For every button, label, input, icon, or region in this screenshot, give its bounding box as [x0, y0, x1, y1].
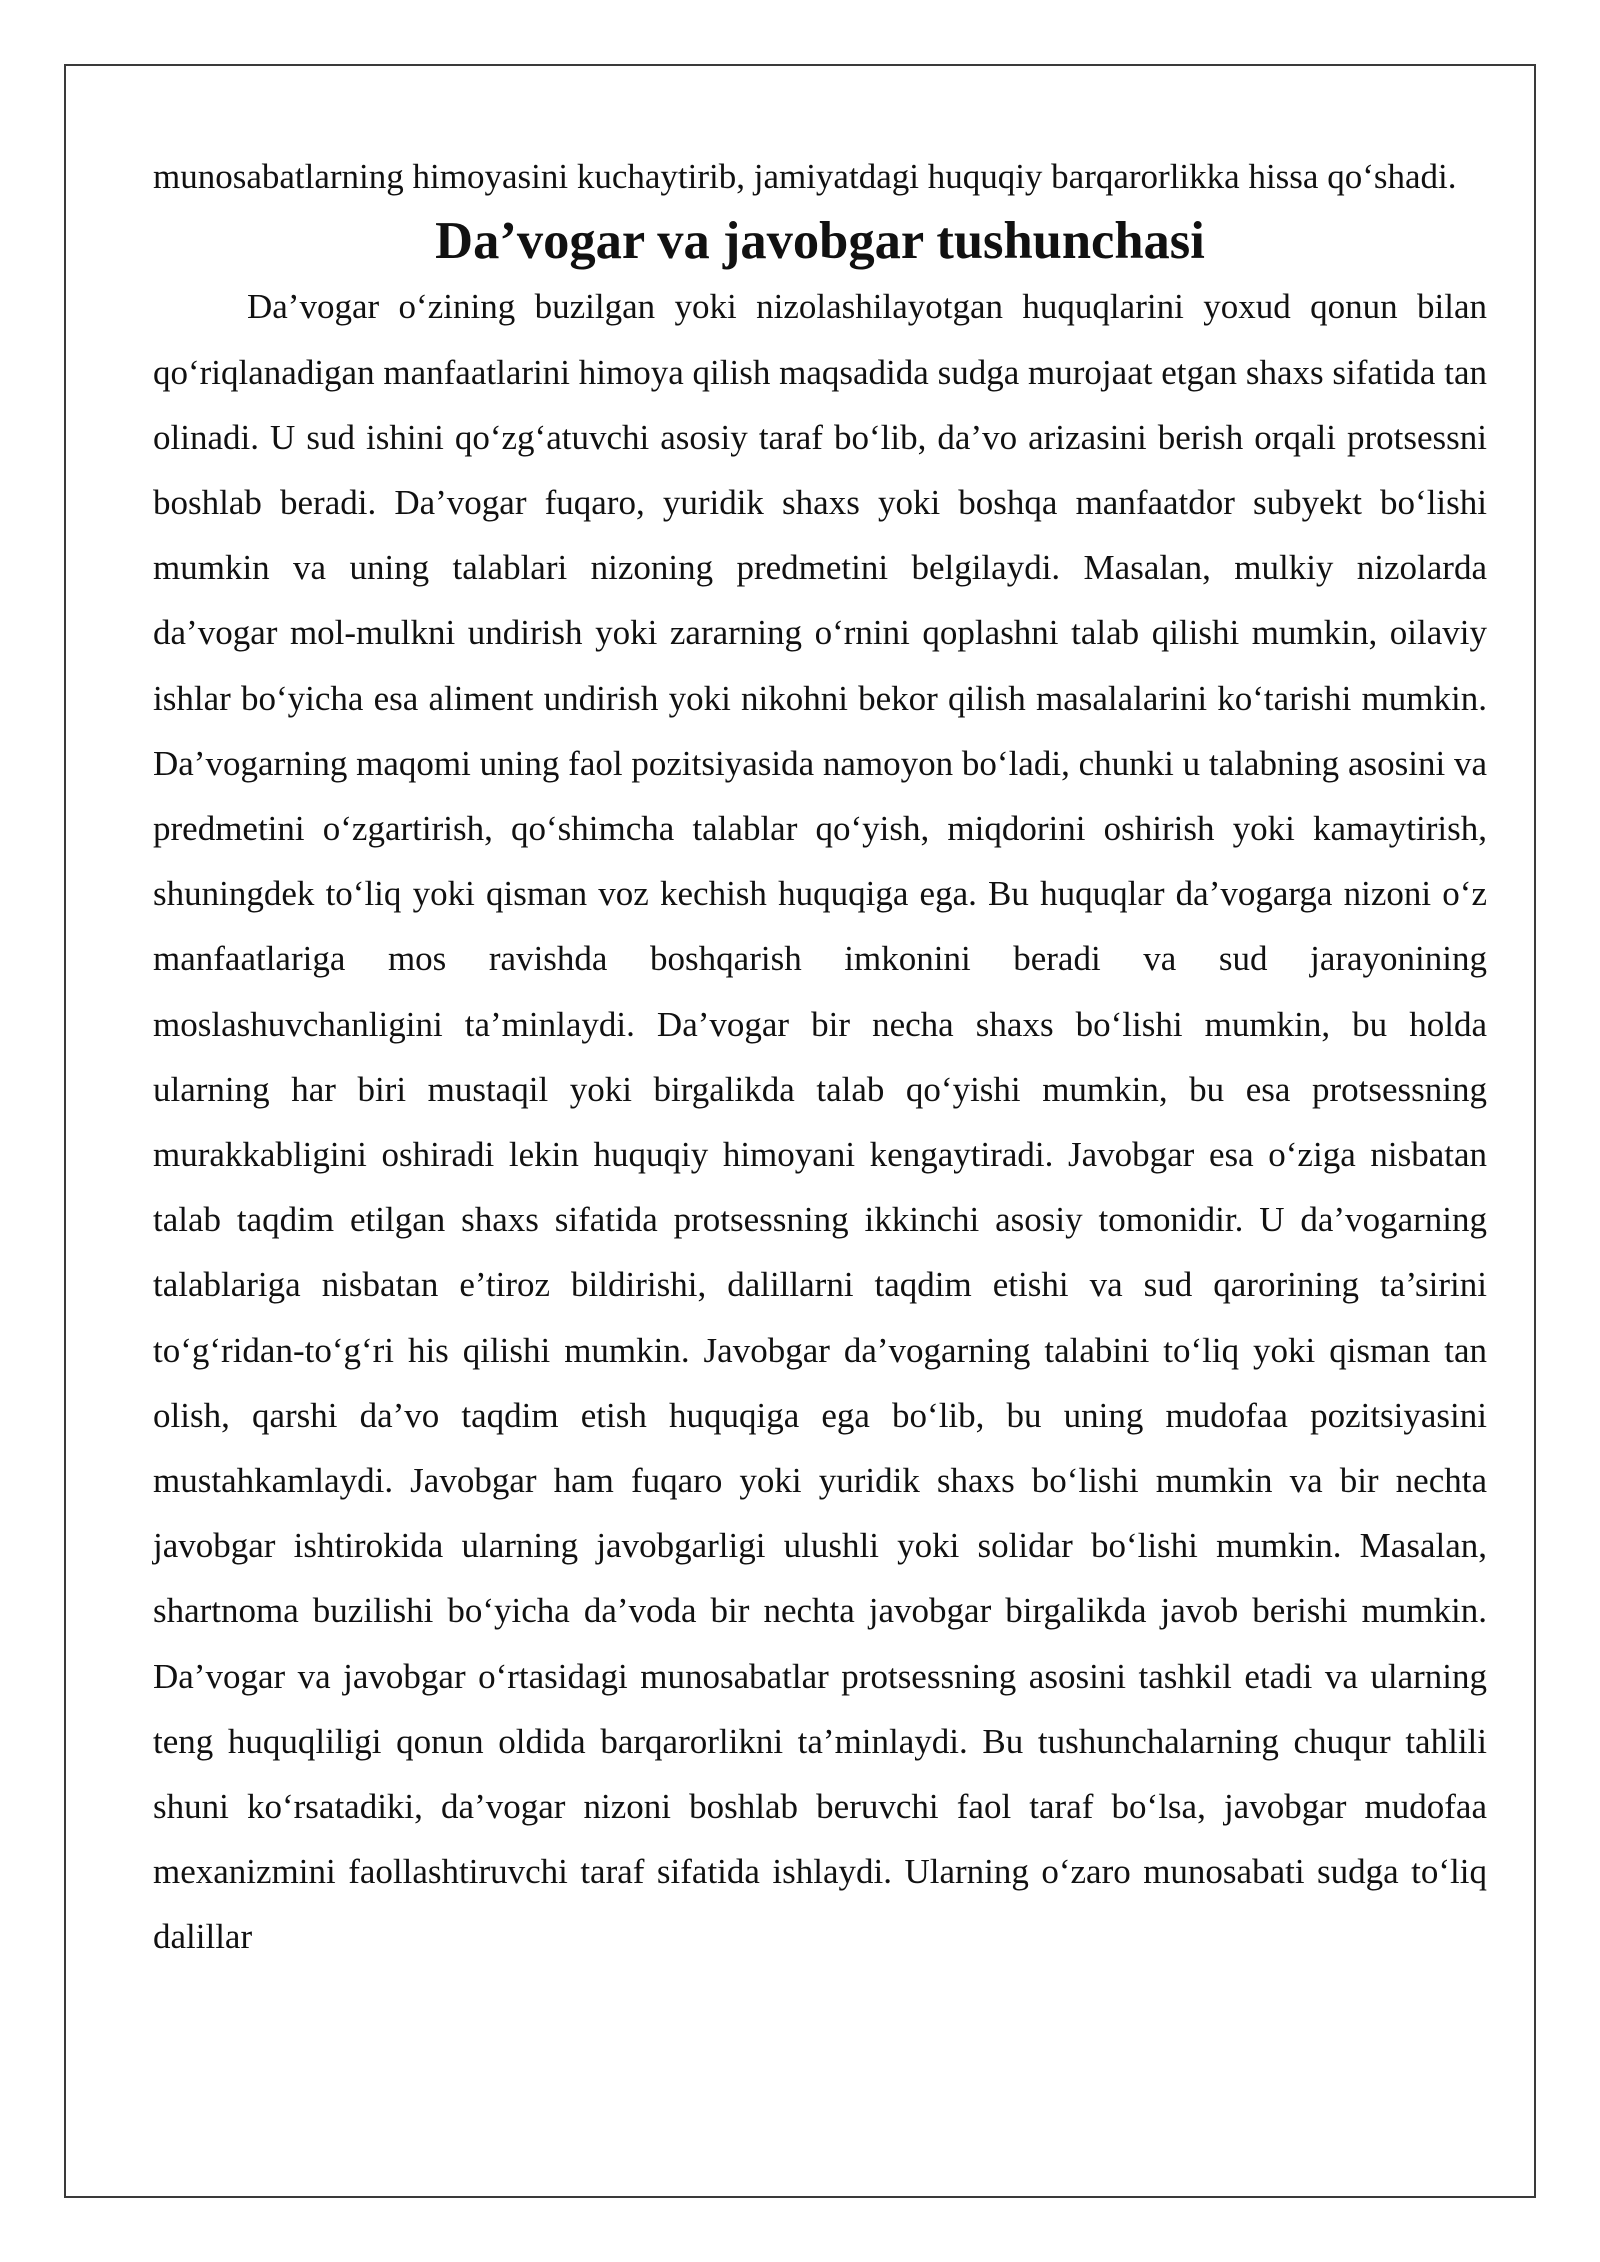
body-paragraph: Da’vogar o‘zining buzilgan yoki nizolashilayotgan huquqlarini yoxud qonun bilan qo‘riqlanadigan manfaatlarini himoya qilish maqsadida sudga murojaat etgan shaxs sifatida tan olinadi. U sud ishini qo‘zg‘atuvchi asosiy taraf bo‘lib, da’vo arizasini berish orqali protsessni boshlab beradi. Da’vogar fuqaro, yuridik shaxs yoki boshqa manfaatdor subyekt bo‘lishi mumkin va uning talablari nizoning predmetini belgilaydi. Masalan, mulkiy nizolarda da’vogar mol-mulkni undirish yoki zararning o‘rnini qoplashni talab qilishi mumkin, oilaviy ishlar bo‘yicha esa aliment undirish yoki nikohni bekor qilish masalalarini ko‘tarishi mumkin. Da’vogarning maqomi uning faol pozitsiyasida namoyon bo‘ladi, chunki u talabning asosini va predmetini o‘zgartirish, qo‘shimcha talablar qo‘yish, miqdorini oshirish yoki kamaytirish, shuningdek to‘liq yoki qisman voz kechish huquqiga ega. Bu huquqlar da’vogarga nizoni o‘z manfaatlariga mos ravishda boshqarish imkonini beradi va sud jarayonining moslashuvchanligini ta’minlaydi. Da’vogar bir necha shaxs bo‘lishi mumkin, bu holda ularning har biri mustaqil yoki birgalikda talab qo‘yishi mumkin, bu esa protsessning murakkabligini oshiradi lekin huquqiy himoyani kengaytiradi. Javobgar esa o‘ziga nisbatan talab taqdim etilgan shaxs sifatida protsessning ikkinchi asosiy tomonidir. U da’vogarning talablariga nisbatan e’tiroz bildirishi, dalillarni taqdim etishi va sud qarorining ta’sirini to‘g‘ridan-to‘g‘ri his qilishi mumkin. Javobgar da’vogarning talabini to‘liq yoki qisman tan olish, qarshi da’vo taqdim etish huquqiga ega bo‘lib, bu uning mudofaa pozitsiyasini mustahkamlaydi. Javobgar ham fuqaro yoki yuridik shaxs bo‘lishi mumkin va bir nechta javobgar ishtirokida ularning javobgarligi ulushli yoki solidar bo‘lishi mumkin. Masalan, shartnoma buzilishi bo‘yicha da’voda bir nechta javobgar birgalikda javob berishi mumkin. Da’vogar va javobgar o‘rtasidagi munosabatlar protsessning asosini tashkil etadi va ularning teng huquqliligi qonun oldida barqarorlikni ta’minlaydi. Bu tushunchalarning chuqur tahlili shuni ko‘rsatadiki, da’vogar nizoni boshlab beruvchi faol taraf bo‘lsa, javobgar mudofaa mexanizmini faollashtiruvchi taraf sifatida ishlaydi. Ularning o‘zaro munosabati sudga to‘liq dalillar — [153, 287, 1487, 1957]
section-heading: Da’vogar va javobgar tushunchasi — [435, 212, 1205, 271]
intro-paragraph: munosabatlarning himoyasini kuchaytirib, jamiyatdagi huquqiy barqarorlikka hissa qo‘shadi. — [153, 157, 1457, 196]
document-body — [153, 144, 1487, 1970]
